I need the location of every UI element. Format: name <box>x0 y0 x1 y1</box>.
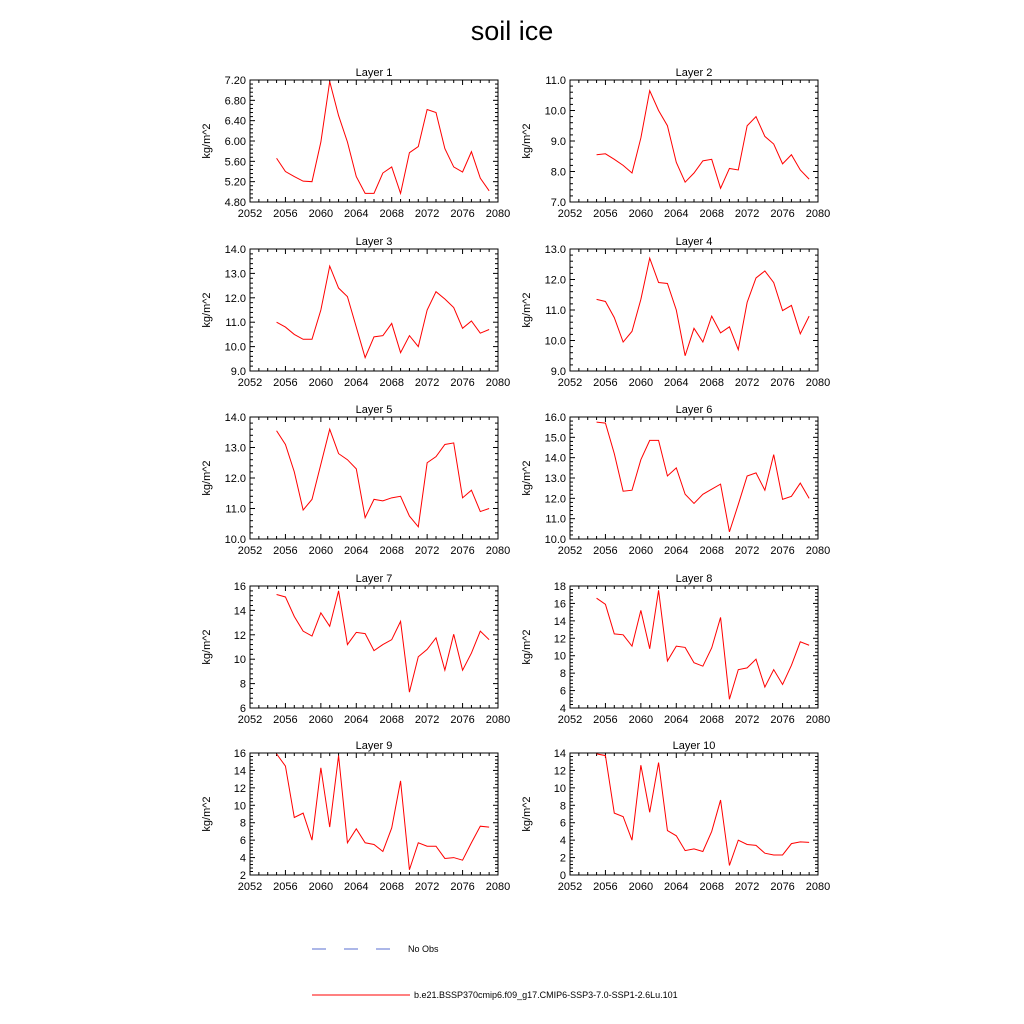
x-tick-label: 2060 <box>628 714 654 726</box>
y-axis-label: kg/m^2 <box>201 629 213 665</box>
x-tick-label: 2060 <box>308 881 334 893</box>
x-tick-label: 2064 <box>344 881 369 893</box>
panel-title: Layer 2 <box>675 67 713 79</box>
y-tick-label: 11.0 <box>225 317 246 330</box>
y-tick-label: 16 <box>233 581 246 593</box>
y-tick-label: 5.60 <box>224 156 246 169</box>
x-tick-label: 2060 <box>308 714 334 726</box>
panel-layer-9 <box>201 740 510 893</box>
x-tick-label: 2076 <box>450 377 475 389</box>
x-tick-label: 2056 <box>593 881 618 893</box>
x-tick-label: 2052 <box>237 714 263 726</box>
legend-swatch-obs-dashed <box>312 944 404 954</box>
x-tick-label: 2056 <box>593 545 618 557</box>
plot-frame <box>570 586 818 708</box>
x-tick-label: 2068 <box>699 208 724 220</box>
plot-frame <box>570 249 818 371</box>
y-tick-label: 13.0 <box>224 442 246 455</box>
x-tick-label: 2076 <box>450 208 475 220</box>
y-tick-label: 11.0 <box>225 503 246 516</box>
plot-frame <box>250 417 498 539</box>
y-tick-label: 10.0 <box>544 534 566 546</box>
y-tick-label: 4 <box>239 852 246 865</box>
plot-frame <box>250 249 498 371</box>
x-tick-label: 2064 <box>344 714 369 726</box>
series-line <box>597 590 810 699</box>
series-line <box>277 266 490 358</box>
x-tick-label: 2076 <box>770 545 795 557</box>
y-axis-label: kg/m^2 <box>521 629 533 665</box>
panel-layer-8 <box>521 573 830 726</box>
panel-title: Layer 6 <box>675 404 713 416</box>
panel-title: Layer 8 <box>675 573 713 585</box>
x-tick-label: 2052 <box>557 545 583 557</box>
x-tick-label: 2056 <box>273 545 298 557</box>
y-tick-label: 9.0 <box>230 366 246 378</box>
y-tick-label: 13.0 <box>224 268 246 281</box>
x-tick-label: 2068 <box>379 881 404 893</box>
x-tick-label: 2060 <box>628 377 654 389</box>
y-tick-label: 12.0 <box>224 292 246 305</box>
y-tick-label: 2 <box>559 852 566 865</box>
series-line <box>277 82 490 194</box>
y-axis-label: kg/m^2 <box>521 292 533 328</box>
panel-title: Layer 9 <box>355 740 393 752</box>
x-tick-label: 2052 <box>557 208 583 220</box>
x-tick-label: 2052 <box>557 881 583 893</box>
x-tick-label: 2060 <box>628 208 654 220</box>
panel-title: Layer 7 <box>355 573 393 585</box>
panel-layer-1 <box>201 67 510 220</box>
y-tick-label: 18 <box>553 581 566 593</box>
x-tick-label: 2064 <box>344 377 369 389</box>
y-tick-label: 14.0 <box>544 452 566 465</box>
x-tick-label: 2068 <box>699 545 724 557</box>
x-tick-label: 2064 <box>664 545 689 557</box>
x-tick-label: 2068 <box>379 208 404 220</box>
series-line <box>277 429 490 527</box>
y-tick-label: 13.0 <box>544 473 566 485</box>
legend-item-no-obs <box>312 944 439 954</box>
legend-item-model-run <box>312 990 678 1000</box>
x-tick-label: 2080 <box>805 881 831 893</box>
x-tick-label: 2052 <box>237 208 263 220</box>
x-tick-label: 2072 <box>734 208 760 220</box>
legend-label-model-run: b.e21.BSSP370cmip6.f09_g17.CMIP6-SSP3-7.0-SSP1-2.6Lu.101 <box>414 990 678 1000</box>
y-tick-label: 10 <box>553 650 566 663</box>
series-line <box>597 754 810 866</box>
plot-frame <box>570 80 818 202</box>
y-tick-label: 6 <box>559 817 566 830</box>
x-tick-label: 2076 <box>770 208 795 220</box>
x-tick-label: 2060 <box>628 881 654 893</box>
x-tick-label: 2056 <box>593 377 618 389</box>
x-tick-label: 2080 <box>485 714 511 726</box>
x-tick-label: 2064 <box>344 208 369 220</box>
y-tick-label: 7.20 <box>224 75 246 87</box>
y-tick-label: 6.80 <box>224 95 246 108</box>
plot-frame <box>250 753 498 875</box>
y-tick-label: 14 <box>553 748 566 760</box>
y-tick-label: 10.0 <box>544 335 566 348</box>
y-tick-label: 8 <box>239 678 246 691</box>
x-tick-label: 2064 <box>344 545 369 557</box>
x-tick-label: 2072 <box>414 208 440 220</box>
y-axis-label: kg/m^2 <box>201 460 213 496</box>
x-tick-label: 2064 <box>664 881 689 893</box>
y-tick-label: 10 <box>233 654 246 667</box>
y-tick-label: 11.0 <box>545 305 566 317</box>
x-tick-label: 2080 <box>805 714 831 726</box>
x-tick-label: 2056 <box>273 377 298 389</box>
panel-layer-3 <box>201 236 510 389</box>
y-axis-label: kg/m^2 <box>201 123 213 159</box>
y-tick-label: 4 <box>559 703 566 715</box>
y-tick-label: 12.0 <box>544 274 566 287</box>
y-tick-label: 12.0 <box>544 493 566 506</box>
y-tick-label: 5.20 <box>224 176 246 189</box>
x-tick-label: 2056 <box>593 714 618 726</box>
x-tick-label: 2052 <box>237 377 263 389</box>
y-tick-label: 6 <box>559 685 566 698</box>
x-tick-label: 2068 <box>379 714 404 726</box>
plot-frame <box>570 753 818 875</box>
legend-swatch-model-line <box>312 990 410 1000</box>
panel-layer-7 <box>201 573 510 726</box>
y-tick-label: 10.0 <box>224 534 246 546</box>
y-axis-label: kg/m^2 <box>521 123 533 159</box>
x-tick-label: 2072 <box>734 714 760 726</box>
y-tick-label: 11.0 <box>545 513 566 526</box>
x-tick-label: 2072 <box>414 881 440 893</box>
x-tick-label: 2052 <box>557 714 583 726</box>
x-tick-label: 2080 <box>485 208 511 220</box>
y-axis-label: kg/m^2 <box>521 796 533 832</box>
panel-layer-4 <box>521 236 830 389</box>
y-tick-label: 7.0 <box>550 197 566 209</box>
y-tick-label: 16.0 <box>544 412 566 424</box>
y-tick-label: 6 <box>239 835 246 848</box>
y-tick-label: 11.0 <box>545 75 566 87</box>
x-tick-label: 2068 <box>699 377 724 389</box>
y-tick-label: 14 <box>233 605 246 618</box>
y-tick-label: 12 <box>233 629 246 642</box>
y-tick-label: 10 <box>233 800 246 813</box>
y-tick-label: 4 <box>559 835 566 848</box>
x-tick-label: 2080 <box>805 208 831 220</box>
x-tick-label: 2080 <box>485 545 511 557</box>
y-tick-label: 0 <box>559 870 566 882</box>
x-tick-label: 2080 <box>805 545 831 557</box>
y-tick-label: 14 <box>233 765 246 778</box>
y-tick-label: 14.0 <box>224 412 246 424</box>
x-tick-label: 2076 <box>770 377 795 389</box>
panel-layer-5 <box>201 404 510 557</box>
panel-title: Layer 5 <box>355 404 393 416</box>
series-line <box>277 754 490 870</box>
x-tick-label: 2076 <box>450 881 475 893</box>
x-tick-label: 2056 <box>273 208 298 220</box>
x-tick-label: 2056 <box>593 208 618 220</box>
x-tick-label: 2072 <box>414 377 440 389</box>
x-tick-label: 2072 <box>414 714 440 726</box>
x-tick-label: 2060 <box>308 208 334 220</box>
panel-layer-2 <box>521 67 830 220</box>
x-tick-label: 2064 <box>664 208 689 220</box>
y-tick-label: 9.0 <box>550 136 566 148</box>
x-tick-label: 2072 <box>734 545 760 557</box>
x-tick-label: 2052 <box>237 881 263 893</box>
x-tick-label: 2064 <box>664 714 689 726</box>
plot-frame <box>250 80 498 202</box>
panel-title: Layer 3 <box>355 236 393 248</box>
x-tick-label: 2056 <box>273 881 298 893</box>
y-tick-label: 12.0 <box>224 473 246 485</box>
y-tick-label: 8 <box>559 800 566 813</box>
y-tick-label: 4.80 <box>224 197 246 209</box>
x-tick-label: 2072 <box>734 881 760 893</box>
x-tick-label: 2076 <box>450 714 475 726</box>
y-tick-label: 12 <box>553 765 566 778</box>
x-tick-label: 2060 <box>628 545 654 557</box>
panel-title: Layer 4 <box>675 236 713 248</box>
y-tick-label: 13.0 <box>544 244 566 256</box>
y-tick-label: 10 <box>553 782 566 795</box>
x-tick-label: 2072 <box>414 545 440 557</box>
x-tick-label: 2076 <box>770 881 795 893</box>
x-tick-label: 2080 <box>485 881 511 893</box>
y-tick-label: 8 <box>559 668 566 681</box>
y-tick-label: 8.0 <box>550 166 566 179</box>
y-axis-label: kg/m^2 <box>201 796 213 832</box>
y-tick-label: 14.0 <box>224 244 246 256</box>
plot-frame <box>250 586 498 708</box>
series-line <box>597 258 810 356</box>
x-tick-label: 2068 <box>699 881 724 893</box>
y-tick-label: 10.0 <box>224 341 246 354</box>
x-tick-label: 2060 <box>308 545 334 557</box>
y-tick-label: 6.40 <box>224 115 246 128</box>
y-tick-label: 12 <box>233 782 246 795</box>
x-tick-label: 2080 <box>485 377 511 389</box>
panel-layer-6 <box>521 404 830 557</box>
y-tick-label: 6.00 <box>224 136 246 148</box>
x-tick-label: 2068 <box>699 714 724 726</box>
series-line <box>597 91 810 189</box>
y-tick-label: 9.0 <box>550 366 566 378</box>
x-tick-label: 2052 <box>557 377 583 389</box>
y-tick-label: 16 <box>553 598 566 611</box>
series-line <box>597 422 810 532</box>
x-tick-label: 2076 <box>450 545 475 557</box>
plot-frame <box>570 417 818 539</box>
x-tick-label: 2072 <box>734 377 760 389</box>
legend-label-no-obs: No Obs <box>408 944 439 954</box>
y-tick-label: 6 <box>239 703 246 715</box>
y-tick-label: 12 <box>553 633 566 646</box>
x-tick-label: 2080 <box>805 377 831 389</box>
page-title: soil ice <box>470 16 554 46</box>
y-tick-label: 16 <box>233 748 246 760</box>
x-tick-label: 2076 <box>770 714 795 726</box>
y-tick-label: 2 <box>239 870 246 882</box>
series-line <box>277 591 490 692</box>
x-tick-label: 2068 <box>379 377 404 389</box>
y-tick-label: 14 <box>553 615 566 628</box>
panel-title: Layer 1 <box>355 67 393 79</box>
x-tick-label: 2064 <box>664 377 689 389</box>
y-tick-label: 8 <box>239 817 246 830</box>
y-tick-label: 10.0 <box>544 105 566 118</box>
x-tick-label: 2060 <box>308 377 334 389</box>
x-tick-label: 2056 <box>273 714 298 726</box>
panel-layer-10 <box>521 740 830 893</box>
y-axis-label: kg/m^2 <box>521 460 533 496</box>
x-tick-label: 2068 <box>379 545 404 557</box>
y-axis-label: kg/m^2 <box>201 292 213 328</box>
panel-title: Layer 10 <box>672 740 716 752</box>
y-tick-label: 15.0 <box>544 432 566 445</box>
x-tick-label: 2052 <box>237 545 263 557</box>
